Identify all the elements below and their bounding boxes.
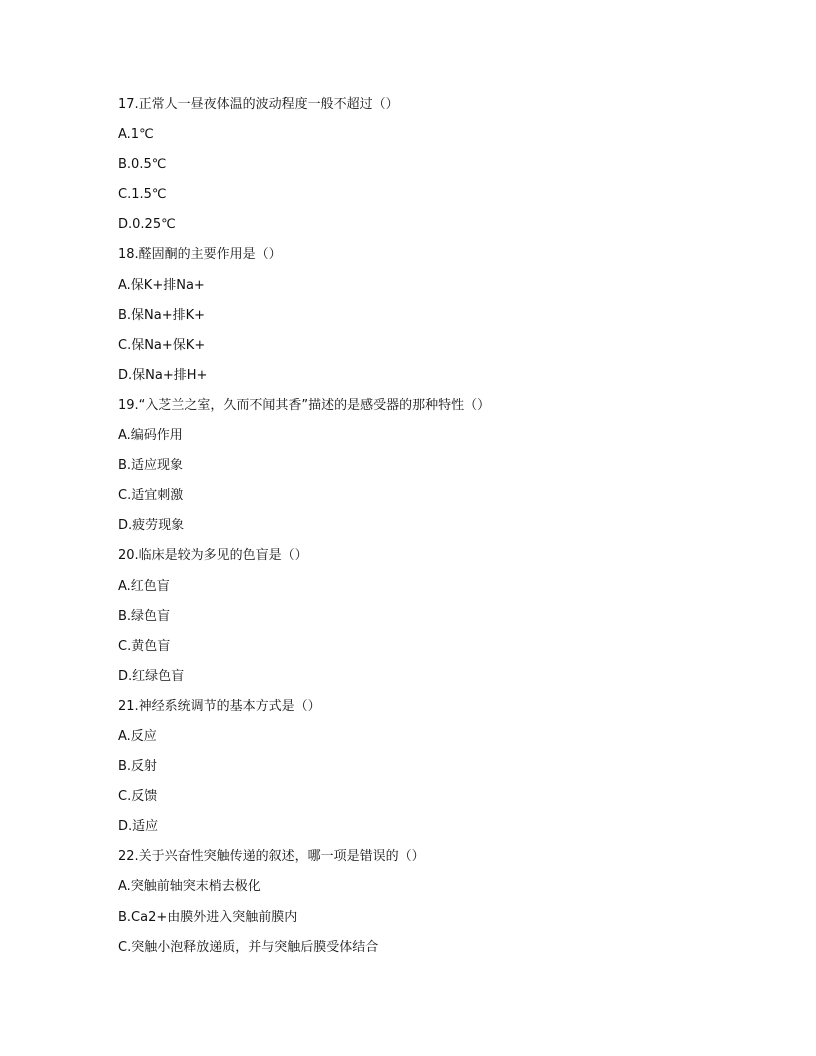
question-17-option-d: D.0.25℃	[118, 217, 176, 233]
question-17-option-b: B.0.5℃	[118, 157, 167, 173]
question-18-option-d: D.保Na+排H+	[118, 367, 208, 383]
question-21-option-d: D.适应	[118, 819, 159, 835]
question-18-option-c: C.保Na+保K+	[118, 337, 206, 353]
question-17-option-a: A.1℃	[118, 127, 154, 143]
question-21-option-b: B.反射	[118, 759, 158, 775]
question-20-option-d: D.红绿色盲	[118, 668, 185, 684]
question-19-option-c: C.适宜刺激	[118, 488, 184, 504]
question-19-option-a: A.编码作用	[118, 428, 183, 444]
question-21-option-c: C.反馈	[118, 789, 158, 805]
question-18-option-b: B.保Na+排K+	[118, 307, 206, 323]
question-20-option-a: A.红色盲	[118, 578, 170, 594]
question-21-stem: 21.神经系统调节的基本方式是（）	[118, 698, 321, 714]
question-19-option-d: D.疲劳现象	[118, 518, 185, 534]
question-20-option-b: B.绿色盲	[118, 608, 171, 624]
question-21-option-a: A.反应	[118, 728, 157, 744]
question-19-option-b: B.适应现象	[118, 458, 184, 474]
question-17-stem: 17.正常人一昼夜体温的波动程度一般不超过（）	[118, 97, 399, 112]
question-17-option-c: C.1.5℃	[118, 187, 167, 203]
question-20-stem: 20.临床是较为多见的色盲是（）	[118, 548, 308, 564]
question-20-option-c: C.黄色盲	[118, 638, 171, 654]
question-19-stem: 19.“入芝兰之室，久而不闻其香”描述的是感受器的那种特性（）	[118, 397, 491, 413]
question-22-stem: 22.关于兴奋性突触传递的叙述，哪一项是错误的（）	[118, 849, 425, 865]
question-22-option-b: B.Ca2+由膜外进入突触前膜内	[118, 909, 298, 925]
question-18-stem: 18.醛固酮的主要作用是（）	[118, 247, 282, 263]
question-22-option-a: A.突触前轴突末梢去极化	[118, 879, 261, 895]
question-18-option-a: A.保K+排Na+	[118, 277, 205, 293]
question-22-option-c: C.突触小泡释放递质，并与突触后膜受体结合	[118, 939, 379, 955]
question-list	[118, 94, 738, 967]
